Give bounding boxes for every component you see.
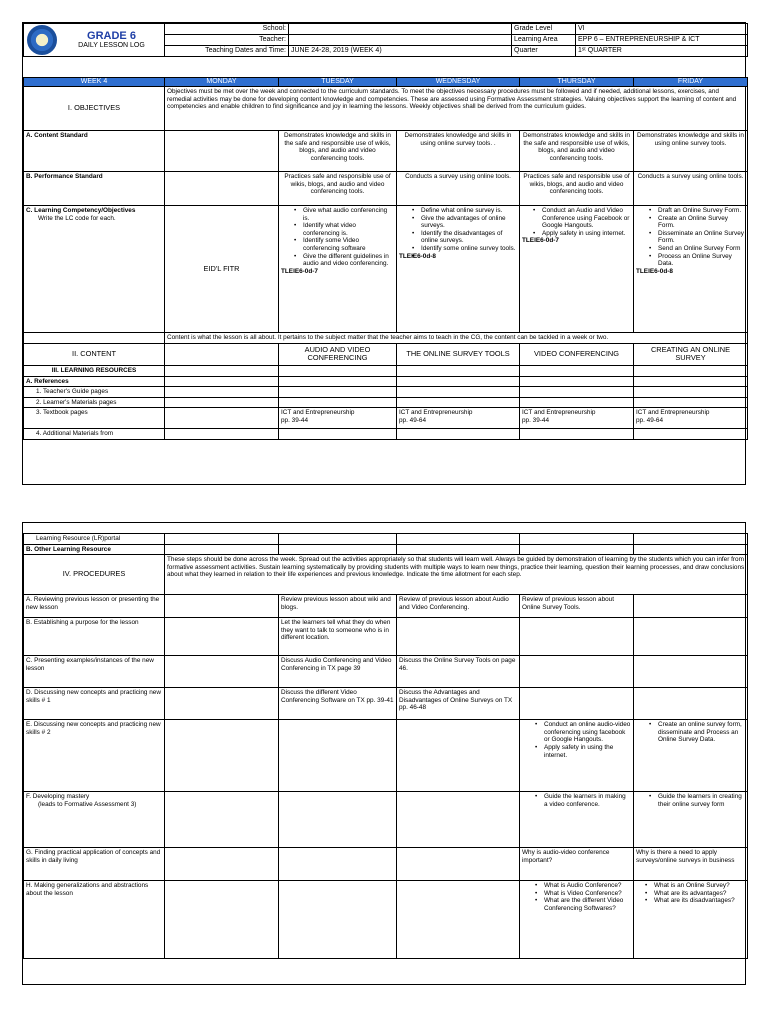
procedure-a-label: A. Reviewing previous lesson or presenting the new lesson xyxy=(24,595,165,618)
textbook-tue: ICT and Entrepreneurship pp. 39-44 xyxy=(279,408,397,429)
empty-cell xyxy=(165,397,279,408)
empty-cell xyxy=(279,534,397,545)
empty-cell xyxy=(634,688,748,720)
procedure-f-cell xyxy=(24,792,165,848)
empty-cell xyxy=(397,618,520,656)
learners-materials-label: 2. Learner's Materials pages xyxy=(24,397,165,408)
procedure-e-label: E. Discussing new concepts and practicing new skills # 2 xyxy=(24,720,165,792)
list-item: • What is Video Conference? xyxy=(534,890,631,898)
empty-cell xyxy=(165,618,279,656)
procedure-g-thu: Why is audio-video conference important? xyxy=(520,848,634,881)
header-table xyxy=(23,23,748,57)
grade-level-value: VI xyxy=(576,24,748,35)
lr-portal-label: Learning Resource (LR)portal xyxy=(24,534,165,545)
procedure-f-thu xyxy=(520,792,634,848)
objectives-text: Objectives must be met over the week and connected to the curriculum standards. To meet the objectives necessary procedures must be followed and if needed, additional lessons, exercises, and remedial activities may be done for developing content knowledge and competencies. These are assessed using Formative Assessment strategies. Valuing objectives support the learning of content and competencies and enable children to find significance and joy in learning the lessons. Weekly objectives shall be derived from the curriculum guides. xyxy=(165,87,748,131)
empty-cell xyxy=(520,429,634,440)
competency-label-cell xyxy=(24,206,165,333)
empty-cell xyxy=(397,387,520,398)
empty-cell xyxy=(520,534,634,545)
quarter-label: Quarter xyxy=(512,46,576,57)
list-item: • Identify the disadvantages of online surveys. xyxy=(411,230,517,245)
procedure-a-thu: Review of previous lesson about Online Survey Tools. xyxy=(520,595,634,618)
procedure-h-label: H. Making generalizations and abstractions about the lesson xyxy=(24,881,165,959)
empty-cell xyxy=(279,387,397,398)
empty-cell xyxy=(634,595,748,618)
list-item: • Create an online survey form, disseminate and Process an Online Survey Data. xyxy=(648,721,745,744)
empty-cell xyxy=(279,376,397,387)
procedure-b-tue: Let the learners tell what they do when they want to talk to someone who is in different location. xyxy=(279,618,397,656)
quarter-value: 1ˢᵗ QUARTER xyxy=(576,46,748,57)
content-fri: CREATING AN ONLINE SURVEY xyxy=(634,343,748,365)
list-item: • Process an Online Survey Data. xyxy=(648,253,745,268)
tuesday-header: TUESDAY xyxy=(279,78,397,87)
procedure-h-thu xyxy=(520,881,634,959)
procedure-a-tue: Review previous lesson about wiki and blogs. xyxy=(279,595,397,618)
monday-header: MONDAY xyxy=(165,78,279,87)
list-item: • Identify some online survey tools. xyxy=(411,245,517,253)
grade-title: GRADE 6 xyxy=(87,30,136,42)
competency-label: C. Learning Competency/Objectives xyxy=(26,207,136,214)
empty-cell xyxy=(520,365,634,376)
header-logo-cell xyxy=(24,24,165,57)
empty-cell xyxy=(165,881,279,959)
list-item: • Apply safety in using internet. xyxy=(532,230,631,238)
content-wed: THE ONLINE SURVEY TOOLS xyxy=(397,343,520,365)
empty-cell xyxy=(634,656,748,688)
teachers-guide-label: 1. Teacher's Guide pages xyxy=(24,387,165,398)
empty-cell xyxy=(634,544,748,555)
list-item: • Conduct an Audio and Video Conference using Facebook or Google Hangouts. xyxy=(532,207,631,230)
dates-value: JUNE 24-28, 2019 (WEEK 4) xyxy=(289,46,512,57)
additional-materials-label: 4. Additional Materials from xyxy=(24,429,165,440)
competency-tue xyxy=(279,206,397,333)
lc-code-tue: TLEIE6-0d-7 xyxy=(281,267,318,275)
content-mon xyxy=(165,343,279,365)
procedure-d-tue: Discuss the different Video Conferencing Software on TX pp. 39-41 xyxy=(279,688,397,720)
textbook-wed: ICT and Entrepreneurship pp. 49-64 xyxy=(397,408,520,429)
empty-cell xyxy=(397,429,520,440)
empty-cell xyxy=(520,688,634,720)
lesson-table xyxy=(23,77,748,440)
empty-cell xyxy=(279,365,397,376)
empty-cell xyxy=(634,387,748,398)
performance-standard-fri: Conducts a survey using online tools. xyxy=(634,172,748,206)
school-value xyxy=(289,24,512,35)
list-item: • Guide the learners in creating their online survey form xyxy=(648,793,745,808)
day-header-row xyxy=(24,78,748,87)
log-title: DAILY LESSON LOG xyxy=(78,42,145,49)
procedures-table xyxy=(23,533,748,959)
other-resource-label: B. Other Learning Resource xyxy=(24,544,165,555)
empty-cell xyxy=(634,429,748,440)
list-item: • Guide the learners in making a video conference. xyxy=(534,793,631,808)
empty-cell xyxy=(520,656,634,688)
empty-cell xyxy=(397,376,520,387)
learning-area-value: EPP 6 – ENTREPRENEURSHIP & ICT xyxy=(576,35,748,46)
list-item: • What are its advantages? xyxy=(644,890,745,898)
content-blank xyxy=(24,333,165,344)
procedure-d-label: D. Discussing new concepts and practicing new skills # 1 xyxy=(24,688,165,720)
content-standard-thu: Demonstrates knowledge and skills in the safe and responsible use of wikis, blogs, and audio and video conferencing tools. xyxy=(520,131,634,172)
empty-cell xyxy=(520,544,634,555)
empty-cell xyxy=(634,397,748,408)
content-tue: AUDIO AND VIDEO CONFERENCING xyxy=(279,343,397,365)
list-item: • Send an Online Survey Form xyxy=(648,245,745,253)
empty-cell xyxy=(520,376,634,387)
lc-code-fri: TLEIE6-0d-8 xyxy=(636,267,673,275)
empty-cell xyxy=(634,376,748,387)
procedure-g-fri: Why is there a need to apply surveys/online surveys in business xyxy=(634,848,748,881)
procedure-d-wed: Discuss the Advantages and Disadvantages of Online Surveys on TX pp. 46-48 xyxy=(397,688,520,720)
page-two xyxy=(22,522,746,985)
procedure-h-fri xyxy=(634,881,748,959)
empty-cell xyxy=(279,792,397,848)
content-thu: VIDEO CONFERENCING xyxy=(520,343,634,365)
list-item: • Give what audio conferencing is. xyxy=(293,207,394,222)
lc-code-thu: TLEIE6-0d-7 xyxy=(522,237,559,245)
competency-sub: Write the LC code for each. xyxy=(38,214,116,222)
content-standard-wed: Demonstrates knowledge and skills in using online survey tools. . xyxy=(397,131,520,172)
learning-area-label: Learning Area xyxy=(512,35,576,46)
content-standard-fri: Demonstrates knowledge and skills in using online survey tools. xyxy=(634,131,748,172)
competency-mon: EID'L FITR xyxy=(165,206,279,333)
competency-fri xyxy=(634,206,748,333)
procedure-c-tue: Discuss Audio Conferencing and Video Conferencing in TX page 39 xyxy=(279,656,397,688)
empty-cell xyxy=(397,365,520,376)
competency-wed xyxy=(397,206,520,333)
empty-cell xyxy=(397,848,520,881)
empty-cell xyxy=(634,618,748,656)
list-item: • Give the advantages of online surveys. xyxy=(411,215,517,230)
teacher-label: Teacher: xyxy=(165,35,289,46)
empty-cell xyxy=(279,848,397,881)
empty-cell xyxy=(520,387,634,398)
empty-cell xyxy=(165,656,279,688)
procedure-f-fri xyxy=(634,792,748,848)
empty-cell xyxy=(397,397,520,408)
performance-standard-thu: Practices safe and responsible use of wikis, blogs, and audio and video conferencing tools. xyxy=(520,172,634,206)
content-standard-tue: Demonstrates knowledge and skills in the safe and responsible use of wikis, blogs, and audio and video conferencing tools. xyxy=(279,131,397,172)
procedures-note: These steps should be done across the week. Spread out the activities appropriately so that students will learn well. Always be guided by demonstration of learning by the students which you can infer from formative assessment activities. Sustain learning systematically by providing students with multiple ways to learn new things, practice their learning, question their learning processes, and draw conclusions about what they learned in relation to their life experiences and previous knowledge. Indicate the time allotment for each step. xyxy=(165,555,748,595)
list-item: • Draft an Online Survey Form. xyxy=(648,207,745,215)
deped-seal-icon xyxy=(27,25,57,55)
empty-cell xyxy=(279,429,397,440)
resources-label: III. LEARNING RESOURCES xyxy=(24,365,165,376)
empty-cell xyxy=(397,534,520,545)
list-item: • Identify what video conferencing is. xyxy=(293,222,394,237)
procedure-g-label: G. Finding practical application of concepts and skills in daily living xyxy=(24,848,165,881)
objectives-label: I. OBJECTIVES xyxy=(24,87,165,131)
empty-cell xyxy=(165,720,279,792)
teacher-value xyxy=(289,35,512,46)
references-label: A. References xyxy=(24,376,165,387)
empty-cell xyxy=(279,397,397,408)
textbook-thu: ICT and Entrepreneurship pp. 39-44 xyxy=(520,408,634,429)
empty-cell xyxy=(397,881,520,959)
empty-cell xyxy=(165,792,279,848)
empty-cell xyxy=(634,534,748,545)
empty-cell xyxy=(165,365,279,376)
friday-header: FRIDAY xyxy=(634,78,748,87)
empty-cell xyxy=(397,792,520,848)
performance-standard-label: B. Performance Standard xyxy=(24,172,165,206)
performance-standard-mon xyxy=(165,172,279,206)
procedure-e-fri xyxy=(634,720,748,792)
competency-thu xyxy=(520,206,634,333)
dates-label: Teaching Dates and Time: xyxy=(165,46,289,57)
procedure-e-thu xyxy=(520,720,634,792)
list-item: • Create an Online Survey Form. xyxy=(648,215,745,230)
procedure-b-label: B. Establishing a purpose for the lesson xyxy=(24,618,165,656)
procedure-a-wed: Review of previous lesson about Audio and Video Conferencing. xyxy=(397,595,520,618)
procedure-f-sub: (leads to Formative Assessment 3) xyxy=(38,800,137,808)
empty-cell xyxy=(520,618,634,656)
empty-cell xyxy=(165,595,279,618)
empty-cell xyxy=(397,720,520,792)
textbook-label: 3. Textbook pages xyxy=(24,408,165,429)
empty-cell xyxy=(279,720,397,792)
school-label: School: xyxy=(165,24,289,35)
procedure-c-wed: Discuss the Online Survey Tools on page 46. xyxy=(397,656,520,688)
empty-cell xyxy=(165,534,279,545)
empty-cell xyxy=(165,429,279,440)
content-label: II. CONTENT xyxy=(24,343,165,365)
list-item: • What are the different Video Conferencing Softwares? xyxy=(534,897,631,912)
empty-cell xyxy=(634,365,748,376)
list-item: • What is Audio Conference? xyxy=(534,882,631,890)
empty-cell xyxy=(279,544,397,555)
list-item: • Conduct an online audio-video conferencing using facebook or Google Hangouts. xyxy=(534,721,631,744)
lc-code-wed: TLEIE6-0d-8 xyxy=(399,252,436,260)
empty-cell xyxy=(279,881,397,959)
empty-cell xyxy=(520,397,634,408)
list-item: • What are its disadvantages? xyxy=(644,897,745,905)
list-item: • Give the different guidelines in audio and video conferencing. xyxy=(293,253,394,268)
performance-standard-tue: Practices safe and responsible use of wikis, blogs, and audio and video conferencing tools. xyxy=(279,172,397,206)
grade-level-label: Grade Level xyxy=(512,24,576,35)
wednesday-header: WEDNESDAY xyxy=(397,78,520,87)
list-item: • Apply safety in using the internet. xyxy=(534,744,631,759)
list-item: • Identify some Video conferencing software xyxy=(293,237,394,252)
empty-cell xyxy=(165,544,279,555)
thursday-header: THURSDAY xyxy=(520,78,634,87)
content-standard-mon xyxy=(165,131,279,172)
empty-cell xyxy=(165,848,279,881)
content-note: Content is what the lesson is all about. It pertains to the subject matter that the teacher aims to teach in the CG, the content can be tackled in a week or two. xyxy=(165,333,748,344)
page-one xyxy=(22,22,746,485)
procedure-c-label: C. Presenting examples/instances of the new lesson xyxy=(24,656,165,688)
textbook-fri: ICT and Entrepreneurship pp. 49-64 xyxy=(634,408,748,429)
empty-cell xyxy=(165,376,279,387)
empty-cell xyxy=(165,387,279,398)
week-label: WEEK 4 xyxy=(24,78,165,87)
list-item: • Define what online survey is. xyxy=(411,207,517,215)
empty-cell xyxy=(397,544,520,555)
procedure-f-label: F. Developing mastery xyxy=(26,793,90,801)
list-item: • Disseminate an Online Survey Form. xyxy=(648,230,745,245)
empty-cell xyxy=(165,408,279,429)
performance-standard-wed: Conducts a survey using online tools. xyxy=(397,172,520,206)
list-item: • What is an Online Survey? xyxy=(644,882,745,890)
empty-cell xyxy=(165,688,279,720)
content-standard-label: A. Content Standard xyxy=(24,131,165,172)
procedures-label: IV. PROCEDURES xyxy=(24,555,165,595)
